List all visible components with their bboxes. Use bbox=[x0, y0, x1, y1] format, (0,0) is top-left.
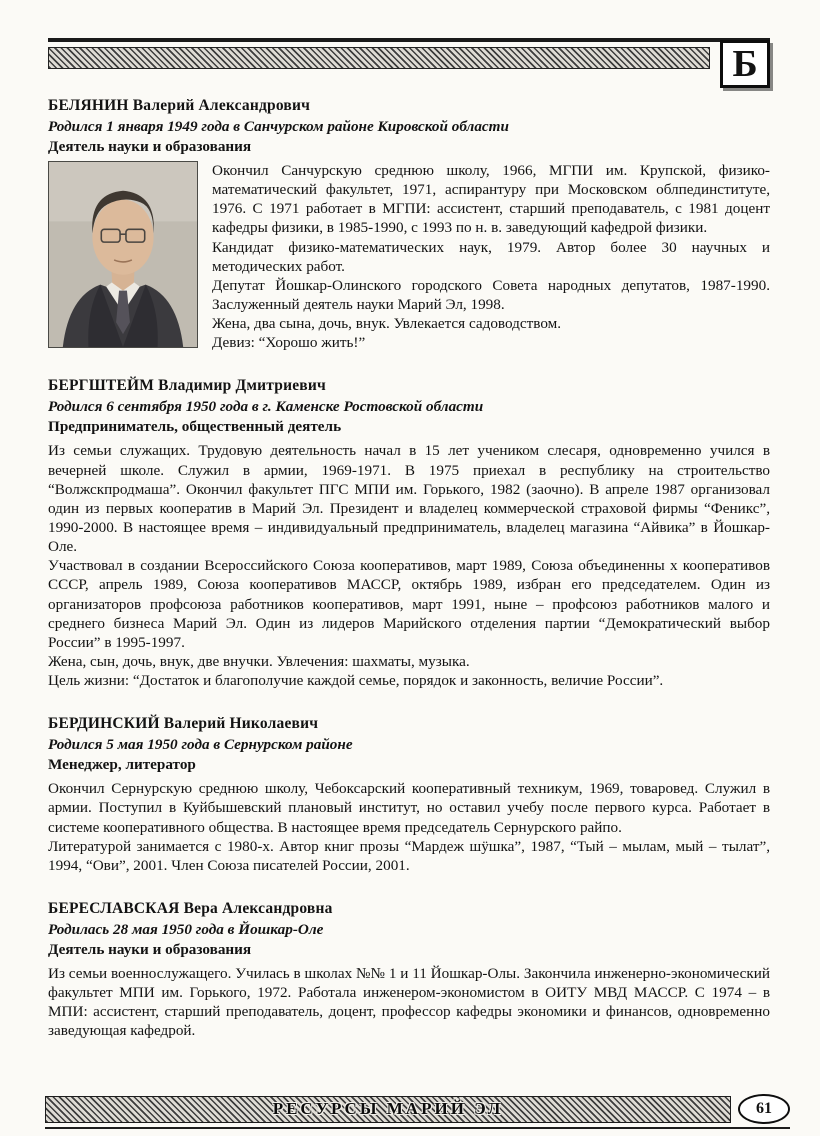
entry-name: БЕЛЯНИН Валерий Александрович bbox=[48, 97, 311, 114]
biography-entry bbox=[48, 715, 770, 875]
entry-paragraph: Окончил Санчурскую среднюю школу, 1966, МГПИ им. Крупской, физико-математический факультет, 1971, аспирантуру при Московском облпединституте, 1976. С 1971 работает в МГПИ: ассистент, старший преподаватель, с 1981 доцент кафедры физики, в 1985-1990, с 1993 по н. в. заведующий кафедрой физики. bbox=[212, 162, 770, 237]
entry-paragraph: Жена, два сына, дочь, внук. Увлекается садоводством. bbox=[212, 315, 562, 333]
entry-paragraph: Из семьи военнослужащего. Училась в школах №№ 1 и 11 Йошкар-Олы. Закончила инженерно-экономический факультет МПИ им. Горького, 1972. Работала инженером-экономистом в ОИТУ МВД МАССР. С 1974 – в МПИ: ассистент, старший преподаватель, доцент, профессор кафедры экономики и финансов, одновременно заведующая кафедрой. bbox=[48, 964, 770, 1040]
entry-paragraph: Жена, сын, дочь, внук, две внучки. Увлечения: шахматы, музыка. bbox=[48, 652, 470, 670]
footer-title: РЕСУРСЫ МАРИЙ ЭЛ bbox=[272, 1099, 504, 1118]
entry-occupation: Предприниматель, общественный деятель bbox=[48, 418, 342, 436]
footer-banner bbox=[45, 1096, 731, 1123]
entry-paragraph: Цель жизни: “Достаток и благополучие каждой семье, порядок и законность, величие России”. bbox=[48, 672, 664, 690]
entry-occupation: Менеджер, литератор bbox=[48, 756, 196, 774]
entry-body bbox=[48, 161, 770, 352]
entry-paragraph: Кандидат физико-математических наук, 1979. Автор более 30 научных и методических работ. bbox=[212, 238, 770, 275]
entry-text bbox=[48, 779, 770, 875]
entry-birth-line: Родился 5 мая 1950 года в Сернурском районе bbox=[48, 736, 353, 754]
footer-row bbox=[45, 1094, 790, 1124]
page-number: 61 bbox=[756, 1100, 772, 1117]
page-header bbox=[48, 45, 770, 97]
header-ornament-bar bbox=[48, 47, 710, 69]
entry-paragraph: Депутат Йошкар-Олинского городского Совета народных депутатов, 1987-1990. Заслуженный деятель науки Марий Эл, 1998. bbox=[212, 276, 770, 313]
portrait-illustration bbox=[49, 162, 197, 347]
entry-text bbox=[48, 441, 770, 690]
portrait-photo bbox=[48, 161, 198, 348]
entry-birth-line: Родился 1 января 1949 года в Санчурском районе Кировской области bbox=[48, 118, 509, 135]
entry-occupation: Деятель науки и образования bbox=[48, 940, 252, 958]
biography-entry bbox=[48, 97, 770, 352]
entry-name: БЕРДИНСКИЙ Валерий Николаевич bbox=[48, 715, 319, 733]
entry-name: БЕРГШТЕЙМ Владимир Дмитриевич bbox=[48, 377, 326, 395]
entry-paragraph: Из семьи служащих. Трудовую деятельность начал в 15 лет учеником слесаря, одновременно учился в вечерней школе. Служил в армии, 1969-1971. В 1975 приехал в республику на строительство “Волжскпродмаша”. Окончил факультет ПГС МПИ им. Горького, 1982 (заочно). В апреле 1987 организовал один из первых кооператив в Марий Эл. Президент и владелец коммерческой страховой фирмы “Феникс”, 1990-2000. В настоящее время – индивидуальный предприниматель, владелец магазина “Айвика” в Йошкар-Оле. bbox=[48, 442, 770, 556]
entry-text bbox=[48, 964, 770, 1041]
entry-name: БЕРЕСЛАВСКАЯ Вера Александровна bbox=[48, 899, 333, 917]
entry-paragraph: Девиз: “Хорошо жить!” bbox=[212, 334, 366, 352]
entry-text bbox=[212, 161, 770, 352]
bottom-rule bbox=[45, 1127, 790, 1129]
entry-paragraph: Окончил Сернурскую среднюю школу, Чебоксарский кооперативный техникум, 1969, товаровед. Служил в армии. Поступил в Куйбышевский плановый институт, но оставил учебу после первого курса. Работает в системе кооперативного общества. В настоящее время председатель Сернурского райпо. bbox=[48, 780, 770, 836]
entry-occupation: Деятель науки и образования bbox=[48, 138, 252, 155]
entry-paragraph: Литературой занимается с 1980-х. Автор книг прозы “Мардеж шӱшка”, 1987, “Тый – мылам, мый – тылат”, 1994, “Ови”, 2001. Член Союза писателей России, 2001. bbox=[48, 837, 770, 874]
biography-entry bbox=[48, 900, 770, 1041]
entries-list bbox=[48, 97, 770, 1041]
biography-entry bbox=[48, 377, 770, 690]
page-footer bbox=[45, 1094, 790, 1129]
entry-birth-line: Родился 6 сентября 1950 года в г. Каменске Ростовской области bbox=[48, 398, 484, 416]
section-letter: Б bbox=[732, 43, 758, 85]
page-number-badge bbox=[738, 1094, 790, 1124]
top-rule bbox=[48, 38, 770, 42]
entry-paragraph: Участвовал в создании Всероссийского Союза кооперативов, март 1989, Союза объединенны х кооперативов СССР, апрель 1989, Союза кооперативов МАССР, октябрь 1989, избран его председателем. Один из организаторов профсоюза работников кооперативов, март 1991, ныне – профсоюз работников малого и среднего бизнеса Марий Эл. Один из лидеров Марийского отделения партии “Демократический выбор России” в 1995-1997. bbox=[48, 557, 770, 651]
entry-birth-line: Родилась 28 мая 1950 года в Йошкар-Оле bbox=[48, 920, 324, 938]
section-letter-box bbox=[720, 40, 770, 88]
